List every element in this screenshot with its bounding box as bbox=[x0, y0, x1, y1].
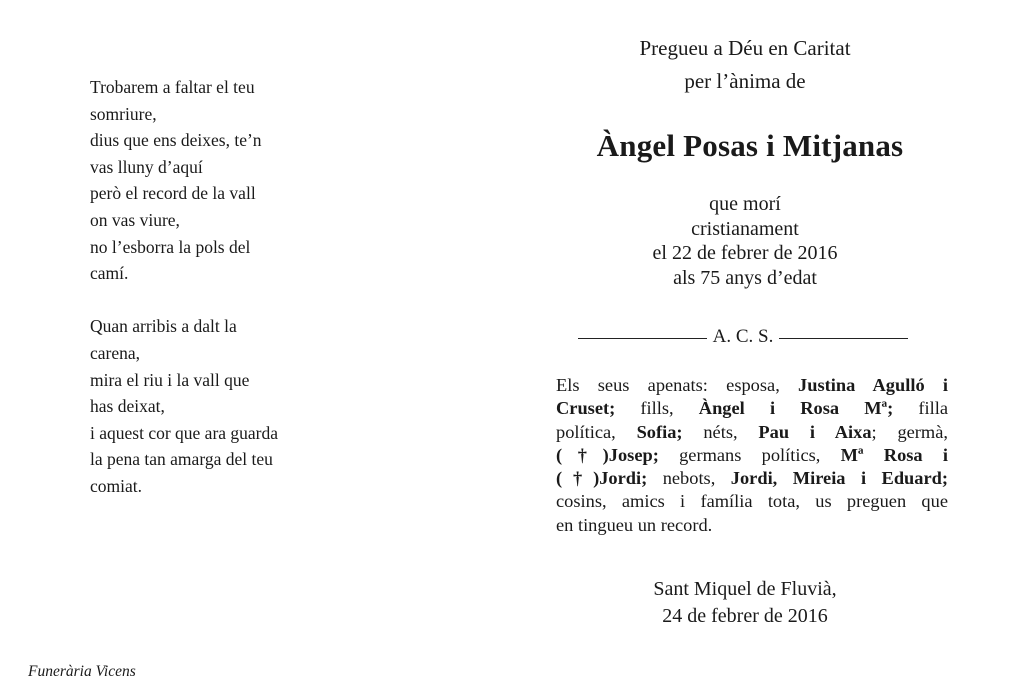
mourner-name: Justina Agulló i bbox=[798, 375, 948, 395]
mourner-name: Sofia; bbox=[636, 421, 683, 442]
mourners-text: Els seus apenats: esposa, bbox=[556, 375, 799, 395]
poem-line: Quan arribis a dalt la bbox=[90, 316, 237, 337]
poem-line: però el record de la vall bbox=[90, 183, 256, 204]
poem-line: Trobarem a faltar el teu bbox=[90, 77, 255, 97]
poem-line: carena, bbox=[90, 342, 141, 363]
death-date: el 22 de febrer de 2016 bbox=[652, 242, 838, 264]
mourners-text: ; germà, bbox=[871, 421, 948, 442]
poem-line: la pena tan amarga del teu bbox=[90, 449, 273, 470]
right-rule-divider bbox=[779, 338, 908, 339]
poem-stanza-2 bbox=[90, 313, 390, 499]
mourners-text: cosins, amics i família tota, us preguen que bbox=[556, 491, 948, 512]
poem-line: on vas viure, bbox=[90, 209, 180, 230]
death-details bbox=[585, 192, 905, 290]
mourners-text: germans polítics, bbox=[658, 444, 841, 465]
mourners-line bbox=[556, 514, 948, 537]
mourners-line bbox=[556, 467, 948, 490]
poem-line: comiat. bbox=[90, 475, 142, 496]
death-line: cristianament bbox=[691, 217, 799, 240]
mourners-line bbox=[556, 421, 948, 444]
mourners-line bbox=[556, 490, 948, 513]
mourners-line bbox=[556, 444, 948, 467]
mourner-name: Cruset; bbox=[556, 398, 616, 419]
mourners-text: néts, bbox=[682, 421, 759, 442]
deceased-name: Àngel Posas i Mitjanas bbox=[596, 128, 904, 163]
mourners-paragraph bbox=[556, 374, 948, 537]
mourner-name: Àngel i Rosa Mª; bbox=[698, 398, 894, 419]
poem-line: somriure, bbox=[90, 103, 157, 124]
poem-line: camí. bbox=[90, 263, 129, 284]
mourner-name: (†)Josep; bbox=[556, 444, 659, 465]
place-and-date bbox=[585, 576, 905, 630]
prayer-invocation bbox=[585, 32, 905, 98]
mourners-line bbox=[556, 397, 948, 420]
mourners-text: filla bbox=[893, 398, 948, 419]
mourner-name: Mª Rosa i bbox=[840, 444, 948, 465]
mourner-name: Jordi, Mireia i Eduard; bbox=[730, 468, 948, 489]
acs-text: A. C. S. bbox=[712, 326, 774, 347]
poem-line: vas lluny d’aquí bbox=[90, 156, 203, 177]
poem-line: dius que ens deixes, te’n bbox=[90, 130, 262, 151]
card-date: 24 de febrer de 2016 bbox=[662, 605, 828, 627]
poem-line: i aquest cor que ara guarda bbox=[90, 422, 279, 443]
mourners-text: nebots, bbox=[647, 468, 731, 489]
poem-line: mira el riu i la vall que bbox=[90, 369, 250, 390]
mourners-text: en tingueu un record. bbox=[556, 514, 713, 535]
invocation-line: per l’ànima de bbox=[684, 69, 806, 93]
mourners-text: fills, bbox=[615, 398, 699, 419]
place-name: Sant Miquel de Fluvià, bbox=[653, 578, 837, 600]
mourners-line bbox=[556, 374, 948, 397]
funeral-home-credit: Funerària Vicens bbox=[28, 663, 136, 680]
invocation-line: Pregueu a Déu en Caritat bbox=[639, 36, 851, 60]
mourner-name: (†)Jordi; bbox=[556, 468, 648, 489]
acs-separator bbox=[578, 324, 908, 350]
poem-stanza-1 bbox=[90, 74, 390, 287]
poem-line: no l’esborra la pols del bbox=[90, 236, 251, 257]
age-at-death: als 75 anys d’edat bbox=[673, 266, 817, 289]
mourners-text: política, bbox=[556, 421, 637, 442]
mourner-name: Pau i Aixa bbox=[758, 421, 872, 442]
death-line: que morí bbox=[709, 193, 781, 215]
memorial-poem bbox=[90, 74, 390, 500]
left-rule-divider bbox=[578, 338, 707, 339]
poem-line: has deixat, bbox=[90, 396, 165, 417]
